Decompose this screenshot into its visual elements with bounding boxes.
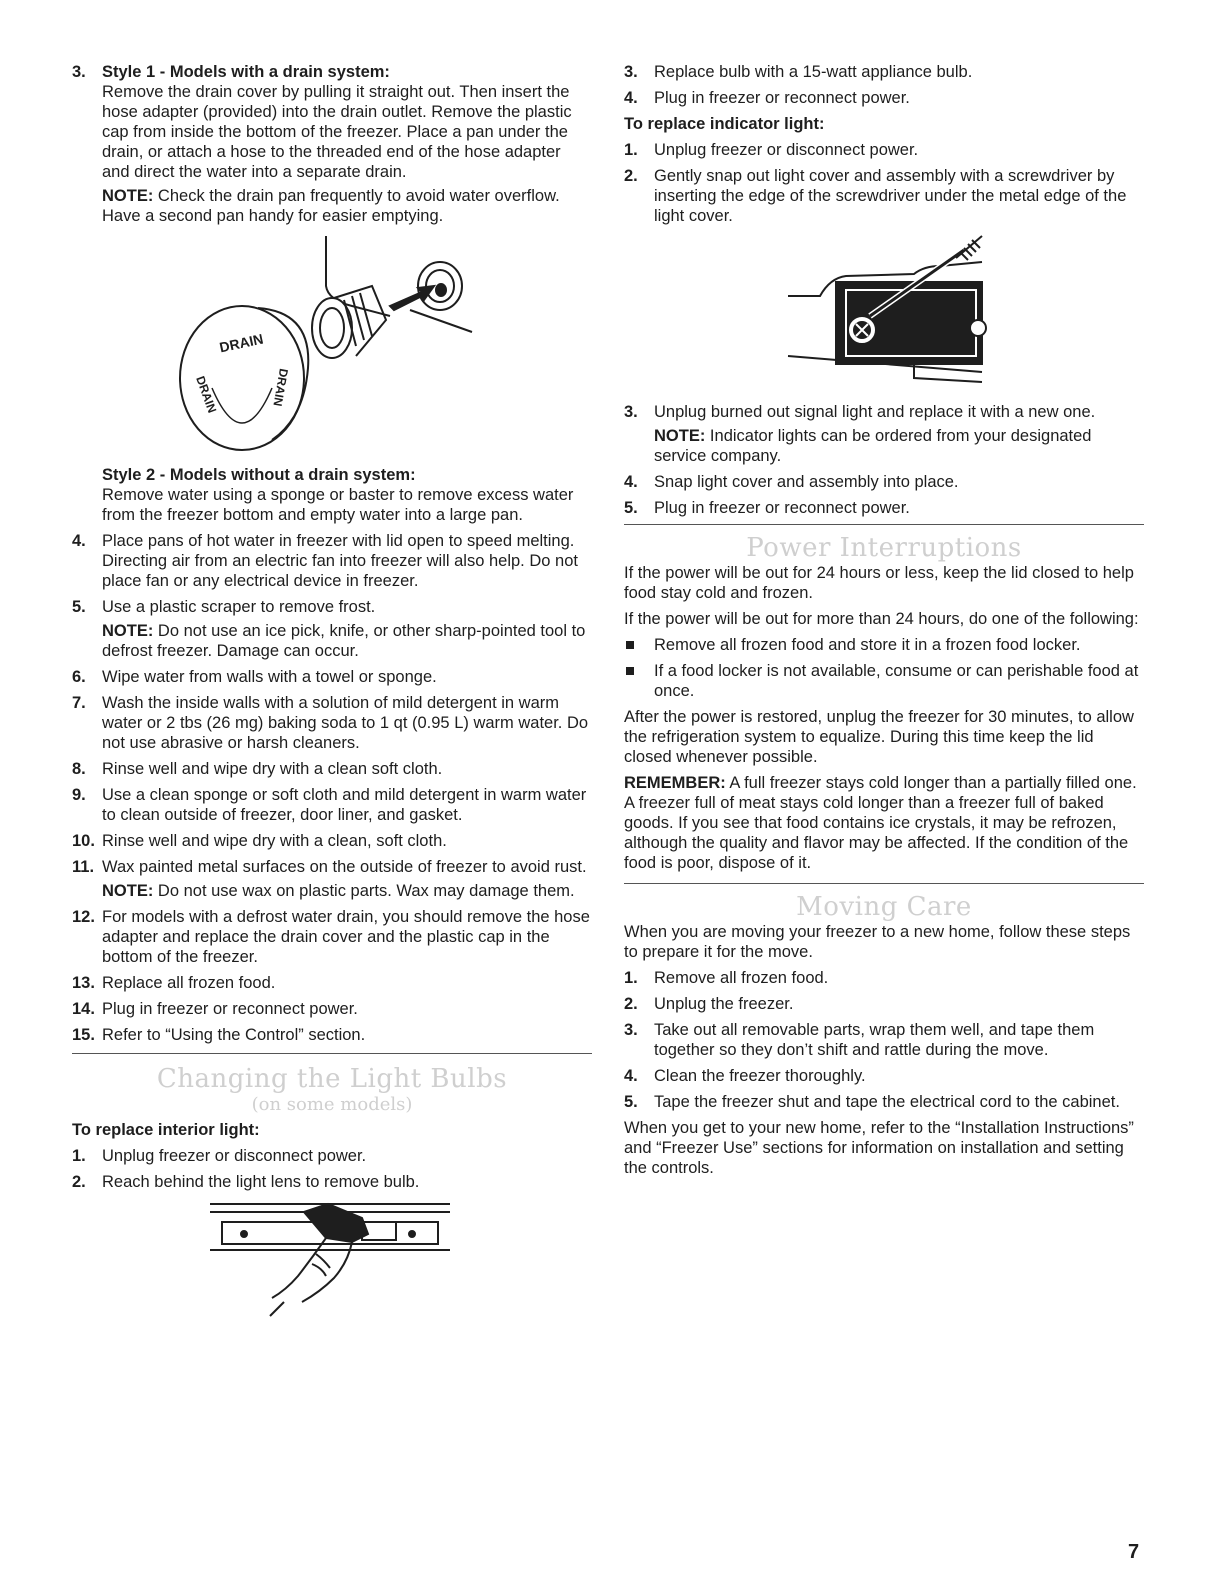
style2-text: Remove water using a sponge or baster to remove excess water from the freezer bottom and empty water into a large pan. (102, 486, 574, 524)
style1-note: NOTE: Check the drain pan frequently to avoid water overflow. Have a second pan handy for easier emptying. (102, 187, 560, 225)
interior-step-4: 4. Plug in freezer or reconnect power. (624, 89, 910, 107)
section-divider (72, 1053, 592, 1054)
indicator-step-3: 3. Unplug burned out signal light and replace it with a new one. NOTE: Indicator lights can be ordered from your designated service company. (624, 402, 1144, 466)
light-bulbs-subheading: (on some models) (251, 1094, 413, 1115)
step-6: 6. Wipe water from walls with a towel or sponge. (72, 668, 437, 686)
step-13: 13. Replace all frozen food. (72, 974, 276, 992)
style1-title: Style 1 - Models with a drain system: (102, 63, 390, 81)
step-5-note: NOTE: Do not use an ice pick, knife, or other sharp-pointed tool to defrost freezer. Damage can occur. (102, 622, 586, 660)
step-7: 7. Wash the inside walls with a solution of mild detergent in warm water or 2 tbs (26 mg) baking soda to 1 qt (0.95 L) warm water. Do not use abrasive or harsh cleaners. (72, 694, 589, 752)
interior-step-1: 1. Unplug freezer or disconnect power. (72, 1147, 367, 1165)
left-column (72, 62, 592, 1318)
power-paragraph-1: If the power will be out for 24 hours or less, keep the lid closed to help food stay cold and frozen. (624, 564, 1134, 602)
moving-care-heading: Moving Care (796, 892, 972, 922)
style1-text: Remove the drain cover by pulling it straight out. Then insert the hose adapter (provided) into the drain outlet. Remove the plastic cap from inside the bottom of the freezer. Place a pan under the drain, or attach a hose to the threaded end of the hose adapter and direct the water into a separate drain. (102, 83, 572, 181)
drain-cap-label-left: DRAIN (193, 374, 220, 415)
step-15: 15. Refer to “Using the Control” section. (72, 1026, 366, 1044)
interior-step-2: 2. Reach behind the light lens to remove bulb. (72, 1173, 420, 1191)
indicator-step-2: 2. Gently snap out light cover and assembly with a screwdriver by inserting the edge of the screwdriver under the metal edge of the light cover. (624, 167, 1127, 225)
section-divider (624, 883, 1144, 884)
step-3-style1 (72, 62, 592, 226)
step-number: 3. (72, 63, 86, 81)
step-11-note: NOTE: Do not use wax on plastic parts. Wax may damage them. (102, 882, 575, 900)
indicator-step-4: 4. Snap light cover and assembly into place. (624, 473, 959, 491)
step-14: 14. Plug in freezer or reconnect power. (72, 1000, 358, 1018)
step-12: 12. For models with a defrost water drain, you should remove the hose adapter and replace the drain cover and the plastic cap in the bottom of the freezer. (72, 908, 590, 966)
moving-step-5: 5. Tape the freezer shut and tape the electrical cord to the cabinet. (624, 1093, 1120, 1111)
moving-step-2: 2. Unplug the freezer. (624, 995, 794, 1013)
interior-light-title: To replace interior light: (72, 1121, 260, 1139)
power-bullet-2: If a food locker is not available, consume or can perishable food at once. (624, 661, 1144, 701)
moving-outro: When you get to your new home, refer to the “Installation Instructions” and “Freezer Use” sections for information on installation and setting the controls. (624, 1119, 1134, 1177)
style2-block (72, 465, 592, 525)
step-11: 11. Wax painted metal surfaces on the outside of freezer to avoid rust. NOTE: Do not use wax on plastic parts. Wax may damage them. (72, 857, 592, 901)
indicator-light-title: To replace indicator light: (624, 115, 825, 133)
interior-step-3: 3. Replace bulb with a 15-watt appliance bulb. (624, 63, 973, 81)
interior-light-figure (72, 1198, 592, 1318)
page-number: 7 (1128, 1541, 1140, 1563)
drain-cap-label-right: DRAIN (270, 367, 291, 408)
drain-cap-label-top: DRAIN (217, 330, 265, 356)
power-bullet-1: Remove all frozen food and store it in a frozen food locker. (624, 635, 1144, 655)
style2-title: Style 2 - Models without a drain system: (102, 466, 416, 484)
power-paragraph-2: If the power will be out for more than 24 hours, do one of the following: (624, 610, 1139, 628)
indicator-note: NOTE: Indicator lights can be ordered from your designated service company. (654, 427, 1092, 465)
step-8: 8. Rinse well and wipe dry with a clean soft cloth. (72, 760, 443, 778)
power-interruptions-heading: Power Interruptions (746, 533, 1022, 563)
moving-intro: When you are moving your freezer to a new home, follow these steps to prepare it for the move. (624, 923, 1131, 961)
drain-figure (72, 228, 592, 463)
step-9: 9. Use a clean sponge or soft cloth and mild detergent in warm water to clean outside of freezer, door liner, and gasket. (72, 786, 587, 824)
indicator-step-1: 1. Unplug freezer or disconnect power. (624, 141, 919, 159)
moving-step-1: 1. Remove all frozen food. (624, 969, 829, 987)
moving-step-3: 3. Take out all removable parts, wrap them well, and tape them together so they don’t shift and rattle during the move. (624, 1021, 1095, 1059)
moving-step-4: 4. Clean the freezer thoroughly. (624, 1067, 866, 1085)
remember-paragraph: REMEMBER: A full freezer stays cold longer than a partially filled one. A freezer full of meat stays cold longer than a freezer full of baked goods. If you see that food contains ice crystals, it may be refrozen, although the quality and flavor may be affected. If the condition of the food is poor, dispose of it. (624, 774, 1137, 872)
step-4: 4. Place pans of hot water in freezer with lid open to speed melting. Directing air from an electric fan into freezer will also help. Do not place fan or any electrical device in freezer. (72, 532, 578, 590)
indicator-light-figure (624, 232, 1144, 402)
section-divider (624, 524, 1144, 525)
right-column (624, 62, 1144, 1184)
indicator-step-5: 5. Plug in freezer or reconnect power. (624, 499, 910, 517)
power-paragraph-3: After the power is restored, unplug the freezer for 30 minutes, to allow the refrigeration system to equalize. During this time keep the lid closed whenever possible. (624, 708, 1134, 766)
step-10: 10. Rinse well and wipe dry with a clean, soft cloth. (72, 832, 447, 850)
light-bulbs-heading: Changing the Light Bulbs (156, 1064, 508, 1094)
step-5: 5. Use a plastic scraper to remove frost. NOTE: Do not use an ice pick, knife, or other sharp-pointed tool to defrost freezer. Damage can occur. (72, 597, 592, 661)
